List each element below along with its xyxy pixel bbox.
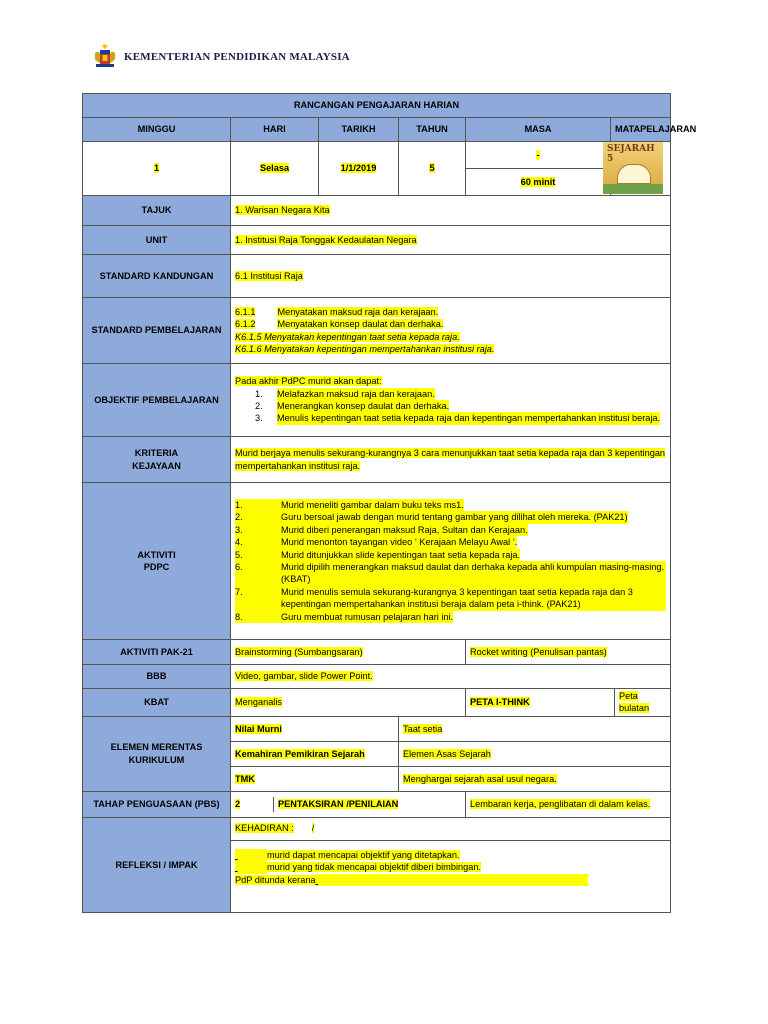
objektif-list: Pada akhir PdPC murid akan dapat: 1. Melafazkan maksud raja dan kerajaan. 2. Menerangkan konsep daulat dan derhaka. 3. Menulis kepentingan taat setia kepada raja dan kepentingan mempertahankan institusi beraja. [231, 364, 671, 437]
aktiviti-item: 2. Guru bersoal jawab dengan murid tentang gambar yang dilihat oleh mereka. (PAK21) [235, 512, 628, 523]
kbat-value: Menganalis [231, 689, 466, 717]
minggu-value: 1 [83, 142, 231, 196]
bbb-label: BBB [83, 665, 231, 689]
tmk-value: Menghargai sejarah asal usul negara. [399, 766, 671, 791]
kps-value: Elemen Asas Sejarah [399, 741, 671, 766]
aktiviti-item: 3. Murid diberi penerangan maksud Raja, Sultan dan Kerajaan. [235, 524, 528, 535]
sp-item: K6.1.5 Menyatakan kepentingan taat setia kepada raja. [235, 331, 460, 342]
tajuk-label: TAJUK [83, 196, 231, 226]
col-hari: HARI [231, 118, 319, 142]
malaysia-crest-icon [92, 44, 118, 70]
tarikh-value: 1/1/2019 [319, 142, 399, 196]
sp-item: 6.1.1 Menyatakan maksud raja dan kerajaan. [235, 306, 439, 317]
pbs-value: 2 [235, 799, 241, 810]
refleksi-line-3: PdP ditunda kerana [235, 874, 666, 886]
objektif-item: 2. Menerangkan konsep daulat dan derhaka. [255, 401, 450, 411]
standard-kandungan-label: STANDARD KANDUNGAN [83, 255, 231, 298]
objektif-item: 1. Melafazkan maksud raja dan kerajaan. [255, 388, 435, 399]
unit-label: UNIT [83, 226, 231, 255]
kriteria-value: Murid berjaya menulis sekurang-kurangnya 3 cara menunjukkan taat setia kepada raja dan 3 kepentingan mempertahankan institusi raja. [231, 437, 671, 483]
aktiviti-label: AKTIVITI PDPC [83, 483, 231, 640]
col-tahun: TAHUN [399, 118, 466, 142]
peta-ithink-cell [466, 689, 671, 717]
nilai-murni-value: Taat setia [399, 716, 671, 741]
aktiviti-item: 6. Murid dipilih menerangkan maksud daulat dan derhaka kepada ahli kumpulan masing-masing. (KBAT) [235, 562, 665, 585]
textbook-cover-image [602, 142, 664, 196]
refleksi-line-1: murid dapat mencapai objektif yang ditetapkan. [235, 849, 666, 861]
objektif-label: OBJEKTIF PEMBELAJARAN [83, 364, 231, 437]
pentaksiran-label: PENTAKSIRAN /PENILAIAN [278, 799, 399, 810]
pbs-cell [231, 791, 466, 817]
hari-value: Selasa [231, 142, 319, 196]
masa-value: - 60 minit [466, 142, 611, 196]
aktiviti-item: 8. Guru membuat rumusan pelajaran hari ini. [235, 611, 454, 622]
document-header [92, 44, 350, 70]
refleksi-label: REFLEKSI / IMPAK [83, 817, 231, 912]
col-tarikh: TARIKH [319, 118, 399, 142]
kriteria-label: KRITERIA KEJAYAAN [83, 437, 231, 483]
emk-label: ELEMEN MERENTAS KURIKULUM [83, 716, 231, 791]
col-matapelajaran: MATAPELAJARAN [611, 118, 671, 142]
tmk-label: TMK [231, 766, 399, 791]
aktiviti-item: 4. Murid menonton tayangan video ‘ Kerajaan Melayu Awal ’. [235, 537, 518, 548]
sp-item: 6.1.2 Menyatakan konsep daulat dan derhaka. [235, 319, 444, 330]
standard-pembelajaran-label: STANDARD PEMBELAJARAN [83, 298, 231, 364]
lesson-plan-table [82, 93, 697, 913]
objektif-item: 3. Menulis kepentingan taat setia kepada raja dan kepentingan mempertahankan institusi beraja. [255, 413, 661, 424]
sejarah-5-textbook-cover: SEJARAH 5 [603, 142, 663, 194]
col-minggu: MINGGU [83, 118, 231, 142]
peta-ithink-label: PETA I-THINK [470, 697, 530, 708]
peta-ithink-value: Peta bulatan [619, 691, 650, 714]
aktiviti-item: 7. Murid menulis semula sekurang-kurangnya 3 kepentingan taat setia kepada raja dan 3 kepentingan mempertahankan institusi beraja dalam peta i-think. (PAK21) [235, 586, 666, 611]
pak21-value-1: Brainstorming (Sumbangsaran) [231, 640, 466, 665]
ministry-name: KEMENTERIAN PENDIDIKAN MALAYSIA [124, 51, 350, 63]
unit-value: 1. Institusi Raja Tonggak Kedaulatan Negara [231, 226, 671, 255]
pak21-label: AKTIVITI PAK-21 [83, 640, 231, 665]
pak21-value-2: Rocket writing (Penulisan pantas) [466, 640, 671, 665]
kbat-label: KBAT [83, 689, 231, 717]
aktiviti-item: 5. Murid ditunjukkan slide kepentingan taat setia kepada raja. [235, 549, 521, 560]
pbs-label: TAHAP PENGUASAAN (PBS) [83, 791, 231, 817]
refleksi-value: KEHADIRAN : / murid dapat mencapai objektif yang ditetapkan. murid yang tidak mencapai objektif diberi bimbingan. PdP ditunda kerana [231, 817, 671, 912]
kps-label: Kemahiran Pemikiran Sejarah [231, 741, 399, 766]
standard-pembelajaran-list [231, 298, 671, 364]
pentaksiran-value: Lembaran kerja, penglibatan di dalam kelas. [466, 791, 671, 817]
standard-kandungan-value: 6.1 Institusi Raja [231, 255, 671, 298]
nilai-murni-label: Nilai Murni [231, 716, 399, 741]
bbb-value: Video, gambar, slide Power Point. [231, 665, 671, 689]
aktiviti-list [231, 483, 671, 640]
col-masa: MASA [466, 118, 611, 142]
tajuk-value: 1. Warisan Negara Kita [231, 196, 671, 226]
plan-title: RANCANGAN PENGAJARAN HARIAN [83, 94, 671, 118]
sp-item: K6.1.6 Menyatakan kepentingan mempertahankan institusi raja. [235, 343, 495, 354]
tahun-value: 5 [399, 142, 466, 196]
refleksi-line-2: murid yang tidak mencapai objektif diberi bimbingan. [235, 861, 666, 873]
aktiviti-item: 1. Murid meneliti gambar dalam buku teks ms1. [235, 499, 464, 510]
